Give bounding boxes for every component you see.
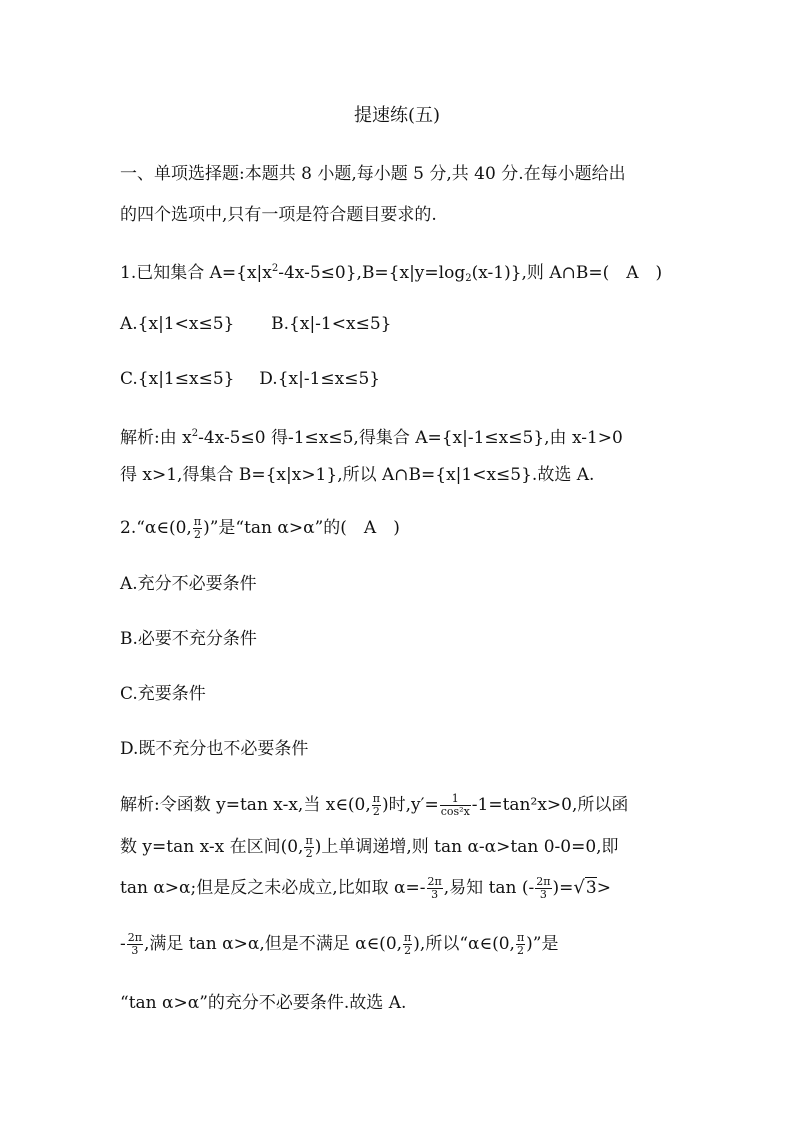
section-instruction-line-1: 一、单项选择题:本题共 8 小题,每小题 5 分,共 40 分.在每小题给出 [120,164,626,184]
question-1-options-row-2 [120,367,380,391]
fraction-2pi-over-3: $\frac{2\pi}{3}$ [536,875,551,901]
fraction-2pi-over-3: $\frac{2\pi}{3}$ [127,931,142,957]
question-2-option-d: D.既不充分也不必要条件 [120,739,309,759]
fraction-pi-over-2: $\frac{\pi}{2}$ [305,834,313,860]
sqrt-sign: √ [573,877,585,898]
question-1-stem: 1.已知集合 $A=\{x|x^2-4x-5\le 0\},B=\{x|y=\log_2(x-1)\}$,则 A∩B=( A ) [120,263,663,284]
question-2-solution-line-5: “tan α>α”的充分不必要条件.故选 A. [120,993,407,1013]
sqrt-radicand: 3 [585,878,597,898]
question-2-solution-line-4: - $\frac{2\pi}{3}$ ,满足 tan α>α,但是不满足 α∈(0, $\frac{\pi}{2}$ ),所以“α∈(0, $\frac{\pi}{2}$ )”是 [120,931,559,957]
option-a: A.{x|1<x≤5} [120,314,235,334]
question-1-solution-line-2: 得 x>1,得集合 B={x|x>1},所以 A∩B={x|1<x≤5}.故选 A. [120,465,595,485]
question-2-option-a: A.充分不必要条件 [120,574,257,594]
question-2-solution-line-1: 解析:令函数 y=tan x-x,当 x∈(0, $\frac{\pi}{2}$ )时,y′= $\frac{1}{\text{cos²x}}$ -1=tan²x>0,所以函 [120,792,629,818]
question-2-option-c: C.充要条件 [120,684,206,704]
fraction-pi-over-2: $\frac{\pi}{2}$ [193,515,202,541]
option-d: D.{x|-1≤x≤5} [259,369,381,389]
question-1-options-row-1 [120,312,391,336]
section-instruction-line-2: 的四个选项中,只有一项是符合题目要求的. [120,205,437,225]
option-c: C.{x|1≤x≤5} [120,369,235,389]
question-2-stem: 2.“α∈(0, $\frac{\pi}{2}$ )”是“tan α>α”的( A ) [120,515,400,541]
page-title: 提速练(五) [353,105,441,126]
fraction-pi-over-2: $\frac{\pi}{2}$ [404,931,412,957]
question-2-option-b: B.必要不充分条件 [120,629,257,649]
fraction-1-over-cos2x: $\frac{1}{\text{cos²x}}$ [440,792,470,818]
option-b: B.{x|-1<x≤5} [271,314,392,334]
fraction-2pi-over-3: $\frac{2\pi}{3}$ [427,875,442,901]
fraction-pi-over-2: $\frac{\pi}{2}$ [372,792,380,818]
fraction-pi-over-2: $\frac{\pi}{2}$ [516,931,525,957]
question-2-solution-line-3: tan α>α;但是反之未必成立,比如取 α=- $\frac{2\pi}{3}$ ,易知 tan (- $\frac{2\pi}{3}$ )=√3> [120,875,611,901]
question-2-solution-line-2: 数 y=tan x-x 在区间(0, $\frac{\pi}{2}$ )上单调递增,则 tan α-α>tan 0-0=0,即 [120,834,619,860]
question-1-solution-line-1: 解析:由 $x^2-4x-5\le 0$ 得-1≤x≤5,得集合 A={x|-1≤x≤5},由 x-1>0 [120,428,623,448]
